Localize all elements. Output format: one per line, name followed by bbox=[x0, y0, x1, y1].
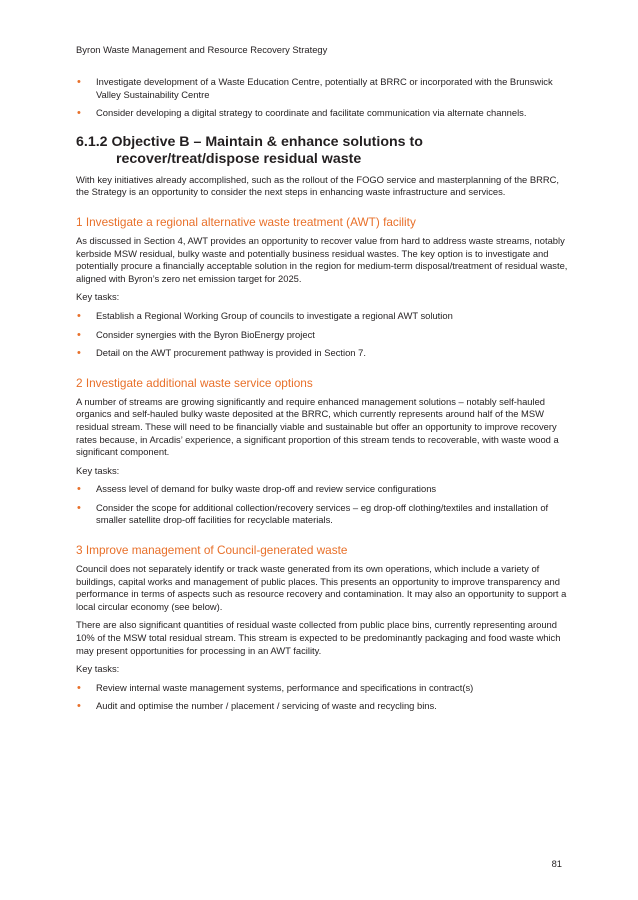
list-item-text: Consider the scope for additional collection/recovery services – eg drop-off clothing/textiles and installation of smaller satellite drop-off facilities for recyclable materials. bbox=[96, 501, 549, 526]
page-content bbox=[76, 76, 568, 719]
list-item-text: Establish a Regional Working Group of councils to investigate a regional AWT solution bbox=[96, 309, 453, 321]
list-item bbox=[76, 347, 568, 360]
bullet-icon: • bbox=[77, 107, 81, 120]
key-tasks-label: Key tasks: bbox=[76, 663, 120, 675]
objective-heading-line2: recover/treat/dispose residual waste bbox=[116, 150, 362, 167]
running-header: Byron Waste Management and Resource Recovery Strategy bbox=[76, 44, 328, 55]
bullet-icon: • bbox=[77, 700, 81, 713]
bullet-icon: • bbox=[77, 76, 81, 88]
section-paragraph: Council does not separately identify or track waste generated from its own operations, which include a variety of buildings, capital works and management of public places. This presents an opportunity to improve transparency and performance in terms of aspects such as resource recovery and contamination. It may also an opportunity to support a local circular economy (see below). bbox=[76, 563, 567, 612]
list-item bbox=[76, 502, 568, 527]
section-heading-awt: 1 Investigate a regional alternative waste treatment (AWT) facility bbox=[76, 214, 416, 229]
bullet-icon: • bbox=[77, 681, 81, 694]
list-item bbox=[76, 310, 568, 323]
objective-intro: With key initiatives already accomplished, such as the rollout of the FOGO service and masterplanning of the BRRC, the Strategy is an opportunity to consider the next steps in enhancing waste infrastructure and services. bbox=[76, 173, 560, 198]
list-item bbox=[76, 700, 568, 713]
bullet-icon: • bbox=[77, 501, 81, 514]
intro-bullet-list bbox=[76, 76, 568, 120]
list-item-text: Consider developing a digital strategy to coordinate and facilitate communication via alternate channels. bbox=[96, 107, 527, 119]
list-item-text: Review internal waste management systems, performance and specifications in contract(s) bbox=[96, 681, 474, 693]
list-item bbox=[76, 76, 568, 101]
list-item bbox=[76, 107, 568, 120]
list-item-text: Consider synergies with the Byron BioEnergy project bbox=[96, 328, 315, 340]
page-number: 81 bbox=[551, 858, 562, 869]
objective-heading bbox=[76, 134, 568, 168]
bullet-icon: • bbox=[77, 328, 81, 341]
section-paragraph: There are also significant quantities of residual waste collected from public place bins, currently representing around 10% of the MSW total residual stream. This stream is expected to be predominantly packaging and food waste which may present opportunities for processing in an AWT facility. bbox=[76, 619, 561, 656]
list-item bbox=[76, 483, 568, 496]
list-item bbox=[76, 682, 568, 695]
list-item bbox=[76, 329, 568, 342]
task-list bbox=[76, 682, 568, 713]
task-list bbox=[76, 310, 568, 360]
bullet-icon: • bbox=[77, 347, 81, 360]
list-item-text: Audit and optimise the number / placement / servicing of waste and recycling bins. bbox=[96, 700, 437, 712]
list-item-text: Investigate development of a Waste Education Centre, potentially at BRRC or incorporated with the Brunswick Valley Sustainability Centre bbox=[96, 76, 553, 100]
section-paragraph: As discussed in Section 4, AWT provides an opportunity to recover value from hard to address waste streams, notably kerbside MSW residual, bulky waste and potentially business residual wastes. The key option is to investigate and potentially procure a financially acceptable solution in the region for medium-term disposal/treatment of residual waste, aligned with Byron’s zero net emission target for 2025. bbox=[76, 234, 568, 284]
bullet-icon: • bbox=[77, 309, 81, 322]
section-heading-council-waste: 3 Improve management of Council-generated waste bbox=[76, 543, 348, 558]
section-paragraph: A number of streams are growing significantly and require enhanced management solutions – notably self-hauled organics and self-hauled bulky waste deposited at the BRRC, which currently represents around half of the MSW residual stream. These will need to be financially viable and sustainable but offer an opportunity to improve recovery rates because, in Arcadis’ experience, a significant proportion of this stream tends to recoverable, with waste wood a significant component. bbox=[76, 395, 559, 458]
key-tasks-label: Key tasks: bbox=[76, 291, 120, 303]
section-heading-service-options: 2 Investigate additional waste service options bbox=[76, 375, 313, 390]
list-item-text: Assess level of demand for bulky waste drop-off and review service configurations bbox=[96, 483, 437, 495]
list-item-text: Detail on the AWT procurement pathway is provided in Section 7. bbox=[96, 347, 366, 359]
key-tasks-label: Key tasks: bbox=[76, 464, 120, 476]
objective-heading-line1: 6.1.2 Objective B – Maintain & enhance solutions to bbox=[76, 133, 423, 150]
bullet-icon: • bbox=[77, 483, 81, 496]
task-list bbox=[76, 483, 568, 527]
